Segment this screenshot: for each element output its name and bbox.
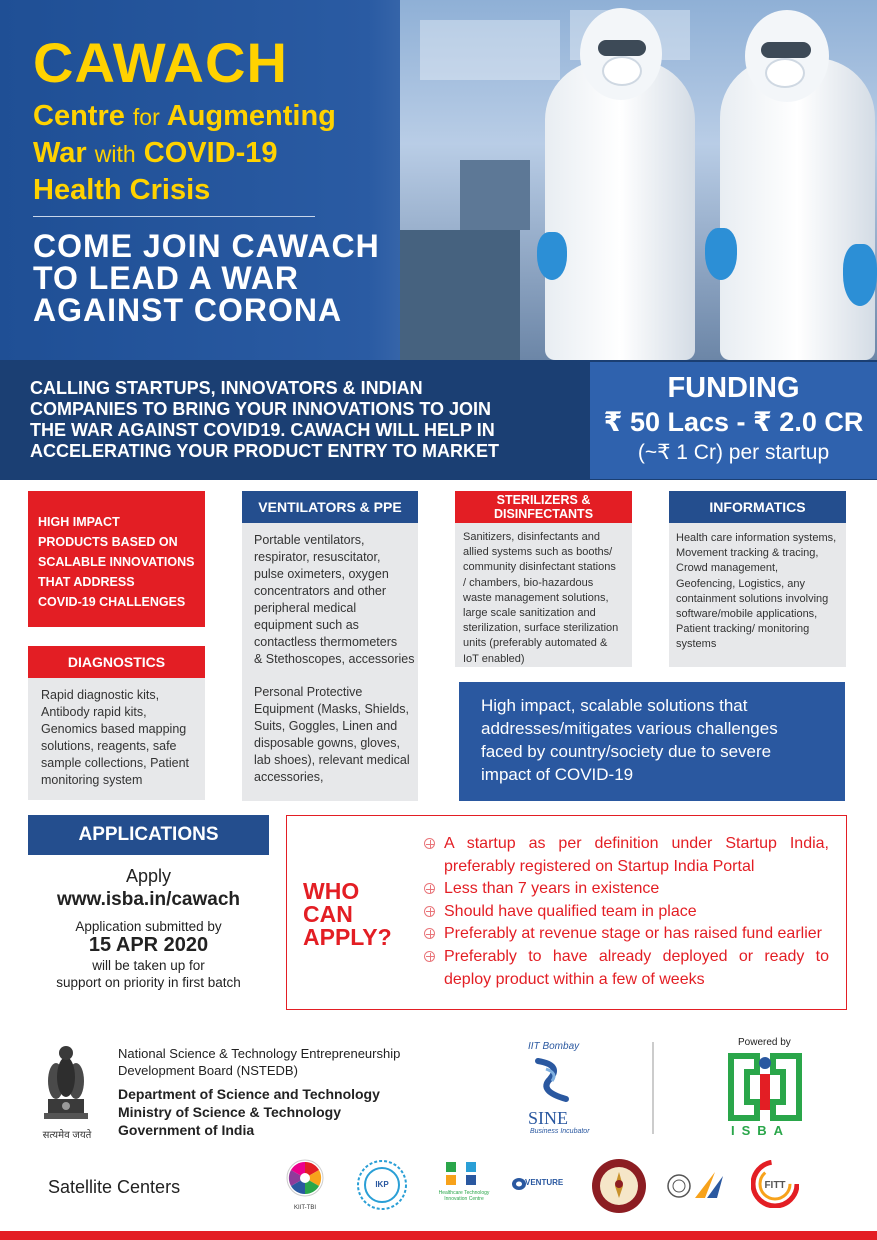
- plus-circle-icon: [424, 951, 435, 962]
- hero-photo: [400, 0, 877, 360]
- htic-caption: Healthcare Technology Innovation Centre: [438, 1190, 490, 1202]
- plus-circle-icon: [424, 928, 435, 939]
- venture-center-logo-icon: [512, 1178, 526, 1190]
- applications-header: APPLICATIONS: [28, 815, 269, 855]
- dst-text: Department of Science and Technology Ministry of Science & Technology Government of India: [118, 1086, 380, 1138]
- list-item: Should have qualified team in place: [424, 901, 829, 924]
- apply-url-link[interactable]: www.isba.in/cawach: [56, 889, 241, 910]
- list-item: Preferably at revenue stage or has raised fund earlier: [424, 923, 829, 946]
- sterilizers-header: STERILIZERS & DISINFECTANTS: [455, 491, 632, 523]
- list-item: Preferably to have already deployed or ready to deploy product within a few of weeks: [424, 946, 829, 991]
- diagnostics-header: DIAGNOSTICS: [28, 646, 205, 678]
- kiit-tbi-caption: KIIT-TBI: [293, 1205, 316, 1211]
- hero-tagline: COME JOIN CAWACH TO LEAD A WAR AGAINST CORONA: [33, 228, 380, 328]
- national-emblem-icon: [40, 1043, 92, 1125]
- submitted-by-label: Application submitted by: [75, 919, 222, 934]
- plus-circle-icon: [424, 838, 435, 849]
- informatics-text: Health care information systems, Movement tracking & tracing, Crowd management, Geofencing, Logistics, any containment solutions involving software/mobile applications, Patient tracking/ monitoring systems: [676, 532, 837, 651]
- sine-parent-label: IIT Bombay: [528, 1041, 580, 1052]
- deadline-date: 15 APR 2020: [88, 934, 209, 956]
- impact-callout: High impact, scalable solutions that addresses/mitigates various challenges faced by country/society due to severe impact of COVID-19: [459, 682, 845, 801]
- kiit-tbi-logo-icon: [277, 1158, 333, 1204]
- partner-swoosh-icon: [693, 1170, 727, 1200]
- partner-seal-icon: [667, 1174, 691, 1198]
- satellite-centers-label: Satellite Centers: [48, 1177, 181, 1197]
- priority-note: will be taken up for support on priority in first batch: [56, 958, 241, 990]
- ppe-text: Personal Protective Equipment (Masks, Shields, Suits, Goggles, Linen and disposable gowns, gloves, lab shoes), relevant medical accessories,: [254, 685, 410, 784]
- funding-range: ₹ 50 Lacs - ₹ 2.0 CR: [603, 407, 864, 437]
- isba-logo-icon: [727, 1052, 803, 1122]
- bottom-accent-bar: [0, 1231, 877, 1240]
- informatics-header: INFORMATICS: [669, 491, 846, 523]
- diagnostics-text: Rapid diagnostic kits, Antibody rapid kits, Genomics based mapping solutions, reagents, safe sample collections, Patient monitoring system: [41, 688, 189, 787]
- hero-divider: [33, 216, 315, 217]
- funding-note: (~₹ 1 Cr) per startup: [637, 441, 830, 464]
- eligibility-title: WHO CAN APPLY?: [303, 878, 392, 950]
- emblem-caption: सत्यमेव जयते: [42, 1130, 92, 1141]
- footer-divider: [652, 1042, 654, 1134]
- applications-details: [28, 866, 269, 991]
- sine-tagline: Business Incubator: [530, 1128, 590, 1135]
- nstedb-text: National Science & Technology Entrepreneurship Development Board (NSTEDB): [118, 1046, 401, 1078]
- sine-logo-icon: [528, 1055, 576, 1105]
- htic-logo-icon: [446, 1162, 482, 1186]
- ventilators-header: VENTILATORS & PPE: [242, 491, 418, 523]
- hero-subtitle: Centre for Augmenting War with COVID-19 Health Crisis: [33, 100, 336, 206]
- list-item: A startup as per definition under Startup India, preferably registered on Startup India Portal: [424, 833, 829, 878]
- call-text: CALLING STARTUPS, INNOVATORS & INDIAN COMPANIES TO BRING YOUR INNOVATIONS TO JOIN THE WAR AGAINST COVID19. CAWACH WILL HELP IN ACCELERATING YOUR PRODUCT ENTRY TO MARKET: [30, 378, 500, 461]
- apply-label: Apply: [125, 866, 172, 886]
- plus-circle-icon: [424, 883, 435, 894]
- ventilators-text: Portable ventilators, respirator, resuscitator, pulse oximeters, oxygen concentrators and other peripheral medical equipment such as contactless thermometers & Stethoscopes, accessories: [254, 533, 415, 666]
- hero-title: CAWACH: [33, 31, 288, 94]
- list-item: Less than 7 years in existence: [424, 878, 829, 901]
- powered-by-label: Powered by: [738, 1037, 791, 1048]
- plus-circle-icon: [424, 906, 435, 917]
- ikp-logo-text: IKP: [375, 1180, 389, 1189]
- institute-seal-icon: [591, 1158, 647, 1214]
- sine-logo-text: SINE: [528, 1108, 568, 1128]
- funding-label: FUNDING: [667, 372, 800, 404]
- fitt-logo-text: FITT: [764, 1180, 786, 1191]
- eligibility-list: [424, 833, 829, 991]
- venture-center-logo-text: VENTURE: [525, 1178, 564, 1187]
- funding-panel: [590, 362, 877, 479]
- isba-logo-text: ISBA: [731, 1123, 791, 1138]
- sterilizers-text: Sanitizers, disinfectants and allied systems such as booths/ community disinfectant stations / chambers, bio-hazardous waste management solutions, large scale sanitization and sterilization, surface sterilization units (preferably automated & IoT enabled): [463, 531, 619, 665]
- impact-box: HIGH IMPACT PRODUCTS BASED ON SCALABLE INNOVATIONS THAT ADDRESS COVID-19 CHALLENGES: [28, 491, 205, 627]
